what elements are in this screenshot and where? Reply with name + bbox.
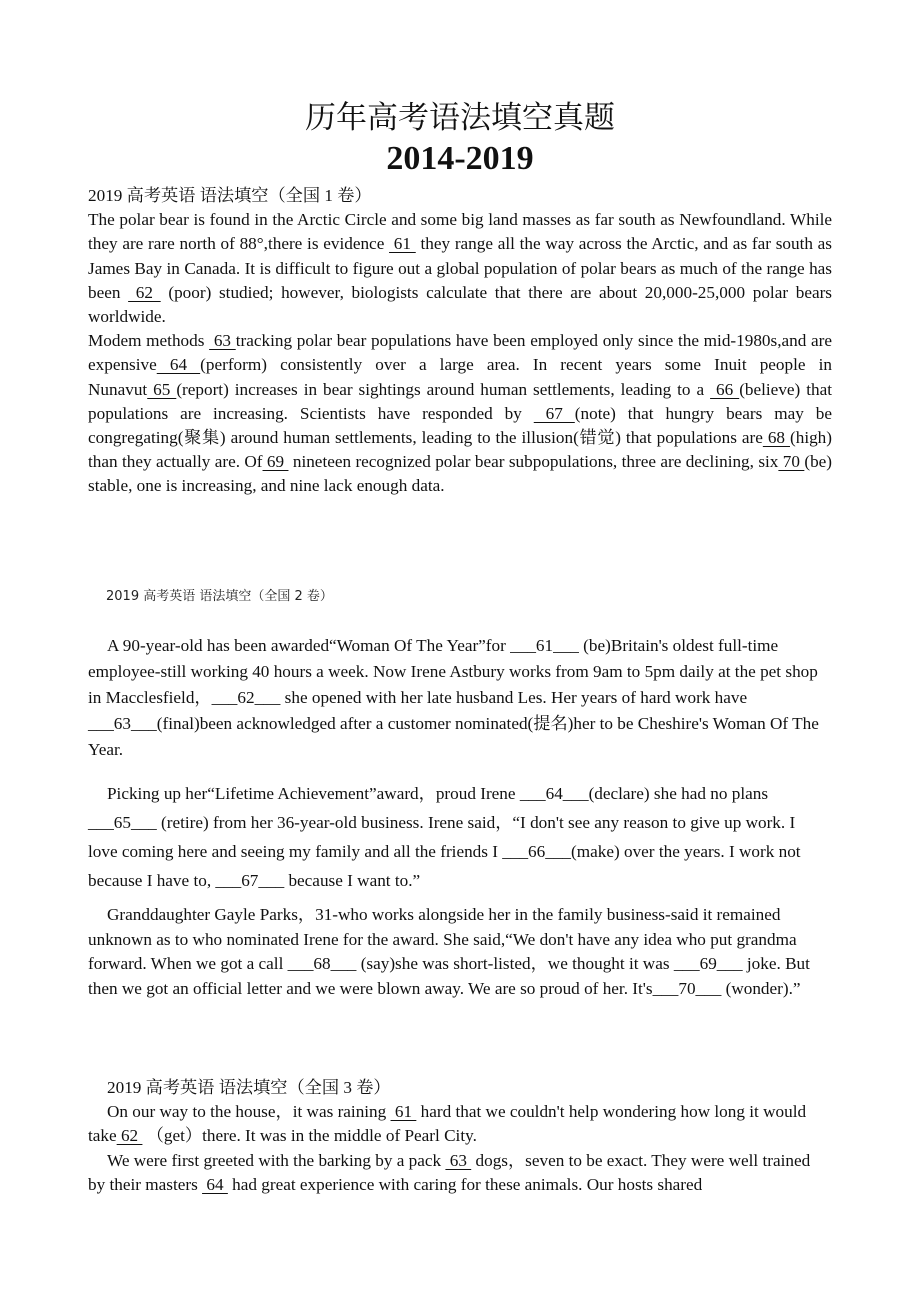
answer-blank: 61 (389, 234, 416, 254)
answer-blank: 64 (156, 355, 201, 375)
answer-blank: 65 (147, 379, 177, 399)
answer-blank: 66 (710, 379, 740, 399)
text-run: （get）there. It was in the middle of Pearl City. (142, 1126, 477, 1146)
section-2-paragraph: Picking up her“Lifetime Achievement”award，proud Irene ___64___(declare) she had no plans ___65___ (retire) from her 36-year-old business. Irene said，“I don't see any reason to give up work. I love coming here and seeing my family and all the friends I ___66___(make) over the years. I work not because I have to, ___67___ because I want to.” (88, 784, 801, 890)
section-3 (88, 1076, 828, 1197)
text-run: nineteen recognized polar bear subpopulations, three are declining, six (288, 452, 779, 472)
document-subtitle-years: 2014-2019 (386, 140, 534, 177)
answer-blank: 69 (262, 452, 289, 472)
section-3-paragraph (88, 1149, 828, 1197)
answer-blank: 61 (390, 1102, 417, 1122)
section-2 (88, 633, 828, 1001)
answer-blank: 63 (445, 1150, 472, 1170)
text-run: hard that we couldn't help wondering how long it would take (88, 1102, 807, 1146)
answer-blank: 70 (778, 452, 805, 472)
text-run: Modem methods (88, 331, 210, 351)
answer-blank: 62 (116, 1126, 143, 1146)
section-1-label: 2019 高考英语 语法填空（全国 1 卷） (88, 186, 372, 205)
text-run: they range all the way across the Arctic, and as far south as James Bay in Canada. It is difficult to figure out a global population of polar bears as much of the range has been (88, 234, 832, 302)
answer-blank: 67 (533, 403, 575, 423)
section-1-paragraph (88, 208, 832, 329)
text-run: We were first greeted with the barking by a pack (107, 1150, 446, 1170)
text-run: (perform) consistently over a large area. In recent years some Inuit people in Nunavut (88, 355, 833, 399)
section-2-paragraph: A 90-year-old has been awarded“Woman Of The Year”for ___61___ (be)Britain's oldest full-time employee-still working 40 hours a week. Now Irene Astbury works from 9am to 5pm daily at the pet shop in Macclesfield，___62___ she opened with her late husband Les. Her years of hard work have ___63___(final)been acknowledged after a customer nominated(提名)her to be Cheshire's Woman Of The Year. (88, 636, 819, 759)
answer-blank: 62 (128, 282, 161, 302)
answer-blank: 68 (762, 428, 790, 448)
text-run: dogs，seven to be exact. They were well trained by their masters (88, 1150, 811, 1194)
answer-blank: 64 (202, 1174, 228, 1194)
text-run: (report) increases in bear sightings around human settlements, leading to a (176, 379, 711, 399)
text-run: (believe) that populations are increasing. Scientists have responded by (88, 379, 832, 423)
text-run: (poor) studied; however, biologists calculate that there are about 20,000-25,000 polar bears worldwide. (88, 282, 832, 327)
text-run: The polar bear is found in the Arctic Circle and some big land masses as far south as Newfoundland. While they are rare north of 88°,there is evidence (88, 210, 832, 254)
answer-blank: 63 (209, 331, 236, 351)
document-title: 历年高考语法填空真题 (305, 100, 615, 136)
section-3-label: 2019 高考英语 语法填空（全国 3 卷） (107, 1078, 391, 1097)
text-run: (be) stable, one is increasing, and nine lack enough data. (88, 452, 833, 496)
section-2-paragraph: Granddaughter Gayle Parks，31-who works alongside her in the family business-said it remained unknown as to who nominated Irene for the award. She said,“We don't have any idea who put grandma forward. When we got a call ___68___ (say)she was short-listed，we thought it was ___69___ joke. But then we got an official letter and we were blown away. We are so proud of her. It's___70___ (wonder).” (88, 905, 810, 998)
section-3-paragraph (88, 1100, 828, 1148)
text-run: had great experience with caring for these animals. Our hosts shared (227, 1174, 703, 1194)
section-1 (88, 184, 832, 499)
section-1-paragraph (88, 329, 832, 498)
text-run: tracking polar bear populations have been employed only since the mid-1980s,and are expensive (88, 331, 833, 375)
text-run: (note) that hungry bears may be congregating(聚集) around human settlements, leading to the illusion(错觉) that populations are (88, 403, 832, 448)
section-2-label: 2019 高考英语 语法填空（全国 2 卷） (106, 589, 333, 604)
text-run: On our way to the house，it was raining (107, 1102, 391, 1122)
text-run: (high) than they actually are. Of (88, 428, 833, 472)
